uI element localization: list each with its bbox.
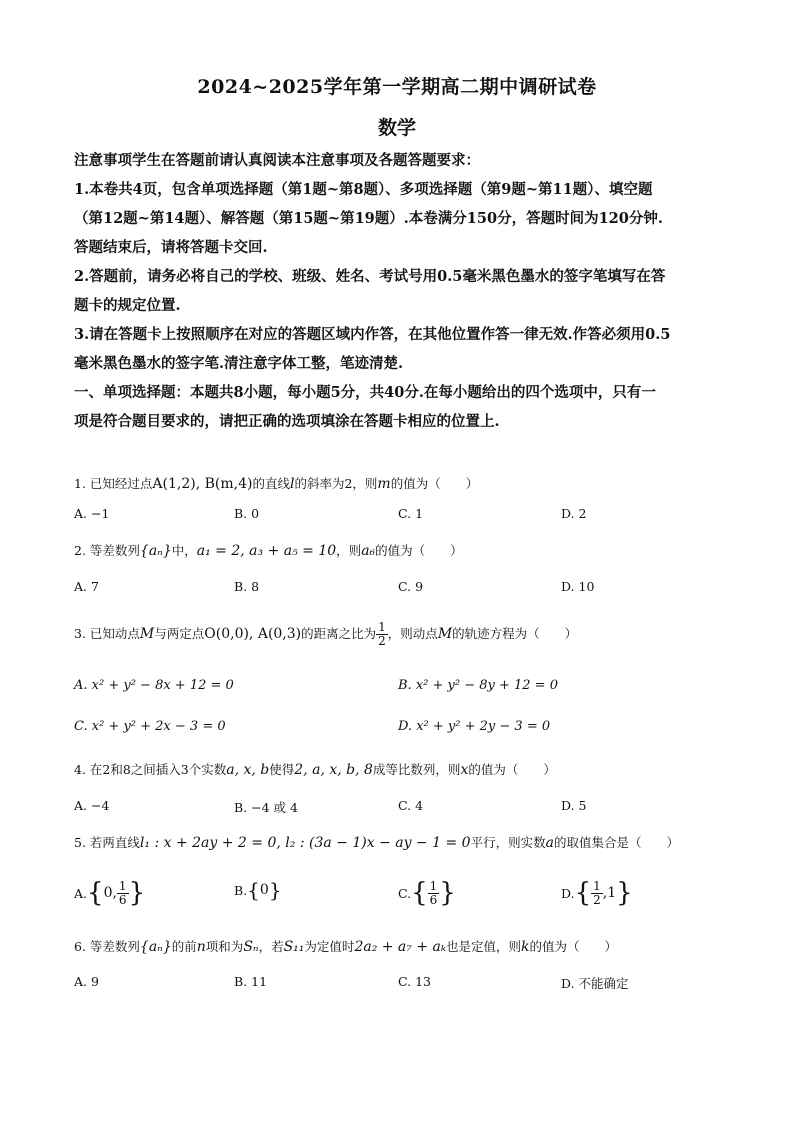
q3-text-a: 3. 已知动点 bbox=[74, 626, 140, 641]
q5-d-denominator: 2 bbox=[593, 892, 601, 907]
question-3-stem bbox=[74, 620, 724, 648]
q2-target: a₆ bbox=[361, 543, 376, 559]
q4-sequence: 2, a, x, b, 8 bbox=[294, 762, 373, 778]
q6-var-n: n bbox=[196, 939, 206, 955]
q4-option-b[interactable]: B. −4 或 4 bbox=[234, 800, 298, 815]
q5-option-b-label: B. bbox=[234, 882, 248, 898]
q5-text-c: 的取值集合是（ ） bbox=[553, 835, 679, 850]
exam-title: 2024~2025学年第一学期高二期中调研试卷 bbox=[197, 76, 597, 98]
q5-d-fraction bbox=[591, 880, 603, 907]
question-4-options bbox=[74, 798, 724, 820]
q3-ratio-fraction bbox=[376, 621, 388, 648]
q5-a-denominator: 6 bbox=[118, 892, 127, 907]
q1-text-b: 的直线 bbox=[252, 476, 290, 491]
q6-text-c: 项和为 bbox=[205, 939, 244, 954]
q6-s11: S₁₁ bbox=[283, 939, 305, 955]
q1-points: A(1,2), B(m,4) bbox=[152, 476, 253, 492]
q1-text-a: 1. 已知经过点 bbox=[74, 476, 153, 491]
question-6-stem bbox=[74, 937, 724, 957]
q6-text-e: 为定值时 bbox=[304, 939, 355, 954]
q5-option-c-label: C. bbox=[398, 885, 412, 901]
q1-text-c: 的斜率为2，则 bbox=[294, 476, 378, 491]
q5-d-brace-close: } bbox=[616, 878, 633, 908]
notice-block bbox=[74, 146, 724, 436]
q4-var-x: x bbox=[460, 762, 469, 778]
q6-text-g: 的值为（ ） bbox=[529, 939, 617, 954]
q6-text-b: 的前 bbox=[171, 939, 197, 954]
q1-option-d[interactable]: D. 2 bbox=[561, 506, 587, 521]
q5-d-value-1: ,1 bbox=[602, 885, 617, 901]
q6-sum: Sₙ bbox=[243, 939, 259, 955]
q5-b-brace-close: } bbox=[268, 878, 282, 902]
q3-text-c: 的距离之比为 bbox=[301, 626, 377, 641]
q1-option-c[interactable]: C. 1 bbox=[398, 506, 424, 521]
question-3-options-row-1 bbox=[74, 678, 724, 700]
q5-c-brace-close: } bbox=[439, 878, 456, 908]
q5-option-a[interactable] bbox=[74, 878, 145, 908]
q3-fixed-points: O(0,0), A(0,3) bbox=[204, 626, 302, 642]
q3-point-m-2: M bbox=[437, 626, 453, 642]
q5-a-brace-open: { bbox=[87, 878, 104, 908]
notice-item-3-line-1: 3.请在答题卡上按照顺序在对应的答题区域内作答，在其他位置作答一律无效.作答必须用0.5 bbox=[74, 326, 671, 343]
q4-text-c: 成等比数列，则 bbox=[372, 762, 461, 777]
question-1-options bbox=[74, 506, 724, 528]
q5-option-c[interactable] bbox=[398, 878, 456, 908]
q4-option-d[interactable]: D. 5 bbox=[561, 798, 587, 813]
q6-sequence: {aₙ} bbox=[139, 939, 172, 955]
q5-c-brace-open: { bbox=[411, 878, 428, 908]
question-1-stem bbox=[74, 474, 724, 494]
q4-text-d: 的值为（ ） bbox=[468, 762, 556, 777]
q5-lines: l₁ : x + 2ay + 2 = 0, l₂ : (3a − 1)x − ay − 1 = 0 bbox=[139, 835, 471, 851]
q6-option-a[interactable]: A. 9 bbox=[74, 974, 99, 989]
q5-text-a: 5. 若两直线 bbox=[74, 835, 140, 850]
q3-point-m: M bbox=[139, 626, 155, 642]
q1-option-a[interactable]: A. −1 bbox=[74, 506, 110, 521]
notice-item-1-line-3: 答题结束后，请将答题卡交回. bbox=[74, 239, 268, 256]
q4-text-b: 使得 bbox=[269, 762, 295, 777]
q5-a-numerator: 1 bbox=[118, 878, 127, 893]
q5-option-d[interactable] bbox=[561, 878, 633, 908]
q5-a-brace-close: } bbox=[128, 878, 146, 908]
q6-option-d[interactable]: D. 不能确定 bbox=[561, 976, 629, 991]
q3-text-d: ，则动点 bbox=[387, 626, 438, 641]
q2-text-d: 的值为（ ） bbox=[375, 543, 463, 558]
q2-text-c: ，则 bbox=[336, 543, 362, 558]
q6-text-d: ，若 bbox=[258, 939, 284, 954]
notice-item-2-line-2: 题卡的规定位置. bbox=[74, 297, 181, 314]
q3-frac-numerator: 1 bbox=[378, 620, 386, 634]
q6-option-c[interactable]: C. 13 bbox=[398, 974, 431, 989]
q5-c-numerator: 1 bbox=[429, 878, 438, 893]
q5-b-brace-open: { bbox=[247, 878, 260, 902]
q3-option-b[interactable]: B. x² + y² − 8y + 12 = 0 bbox=[398, 678, 558, 693]
q2-option-d[interactable]: D. 10 bbox=[561, 579, 595, 594]
notice-item-2-line-1: 2.答题前，请务必将自己的学校、班级、姓名、考试号用0.5毫米黑色墨水的签字笔填写在答 bbox=[74, 268, 666, 285]
q2-option-b[interactable]: B. 8 bbox=[234, 579, 260, 594]
q1-text-d: 的值为（ ） bbox=[390, 476, 479, 491]
q5-var-a: a bbox=[545, 835, 554, 851]
q5-option-d-label: D. bbox=[561, 885, 575, 901]
question-3-options-row-2 bbox=[74, 719, 724, 741]
q2-text-b: 中， bbox=[171, 543, 197, 558]
question-5-stem bbox=[74, 833, 724, 853]
section-1-heading-line-2: 项是符合题目要求的，请把正确的选项填涂在答题卡相应的位置上. bbox=[74, 413, 500, 430]
q3-option-d[interactable]: D. x² + y² + 2y − 3 = 0 bbox=[398, 719, 551, 734]
notice-item-3-line-2: 毫米黑色墨水的签字笔.清注意字体工整，笔迹清楚. bbox=[74, 355, 404, 372]
q5-a-fraction bbox=[117, 880, 129, 907]
q3-option-c[interactable]: C. x² + y² + 2x − 3 = 0 bbox=[74, 719, 226, 734]
exam-subject: 数学 bbox=[377, 117, 416, 139]
question-4-stem bbox=[74, 760, 724, 780]
q5-d-brace-open: { bbox=[574, 878, 592, 908]
question-6-options bbox=[74, 974, 724, 996]
q1-option-b[interactable]: B. 0 bbox=[234, 506, 260, 521]
q3-option-a[interactable]: A. x² + y² − 8x + 12 = 0 bbox=[74, 678, 234, 693]
q4-text-a: 4. 在2和8之间插入3个实数 bbox=[74, 762, 227, 777]
q3-text-e: 的轨迹方程为（ ） bbox=[452, 626, 578, 641]
section-1-heading-line-1: 一、单项选择题：本题共8小题，每小题5分，共40分.在每小题给出的四个选项中，只有一 bbox=[74, 384, 656, 401]
q1-line-l: l bbox=[289, 476, 295, 492]
q4-option-c[interactable]: C. 4 bbox=[398, 798, 424, 813]
q5-c-fraction bbox=[428, 880, 440, 907]
q5-b-value: 0 bbox=[259, 882, 269, 898]
q5-option-a-label: A. bbox=[74, 885, 88, 901]
question-5-options bbox=[74, 878, 724, 914]
q6-option-b[interactable]: B. 11 bbox=[234, 974, 268, 989]
q3-frac-denominator: 2 bbox=[378, 634, 386, 648]
q4-vars: a, x, b bbox=[226, 762, 270, 778]
q2-text-a: 2. 等差数列 bbox=[74, 543, 140, 558]
notice-intro: 注意事项学生在答题前请认真阅读本注意事项及各题答题要求： bbox=[74, 152, 480, 169]
q5-option-b[interactable] bbox=[234, 878, 282, 902]
question-2-options bbox=[74, 579, 724, 601]
q5-a-value-0: 0, bbox=[103, 885, 117, 901]
q2-option-a[interactable]: A. 7 bbox=[74, 579, 99, 594]
question-2-stem bbox=[74, 541, 724, 561]
q5-d-numerator: 1 bbox=[593, 878, 601, 893]
q4-option-a[interactable]: A. −4 bbox=[74, 798, 110, 813]
notice-item-1-line-1: 1.本卷共4页，包含单项选择题（第1题~第8题）、多项选择题（第9题~第11题）、填空题 bbox=[74, 181, 653, 198]
q5-text-b: 平行，则实数 bbox=[470, 835, 546, 850]
q1-var-m: m bbox=[377, 476, 391, 492]
q6-expression: 2a₂ + a₇ + aₖ bbox=[354, 939, 446, 955]
q2-option-c[interactable]: C. 9 bbox=[398, 579, 424, 594]
q5-c-denominator: 6 bbox=[429, 892, 438, 907]
q6-text-a: 6. 等差数列 bbox=[74, 939, 140, 954]
q6-var-k: k bbox=[521, 939, 530, 955]
q6-text-f: 也是定值，则 bbox=[445, 939, 521, 954]
q2-sequence: {aₙ} bbox=[139, 543, 172, 559]
q3-text-b: 与两定点 bbox=[154, 626, 205, 641]
q2-condition: a₁ = 2, a₃ + a₅ = 10 bbox=[196, 543, 337, 559]
notice-item-1-line-2: （第12题~第14题）、解答题（第15题~第19题）.本卷满分150分，答题时间为120分钟. bbox=[74, 210, 663, 227]
